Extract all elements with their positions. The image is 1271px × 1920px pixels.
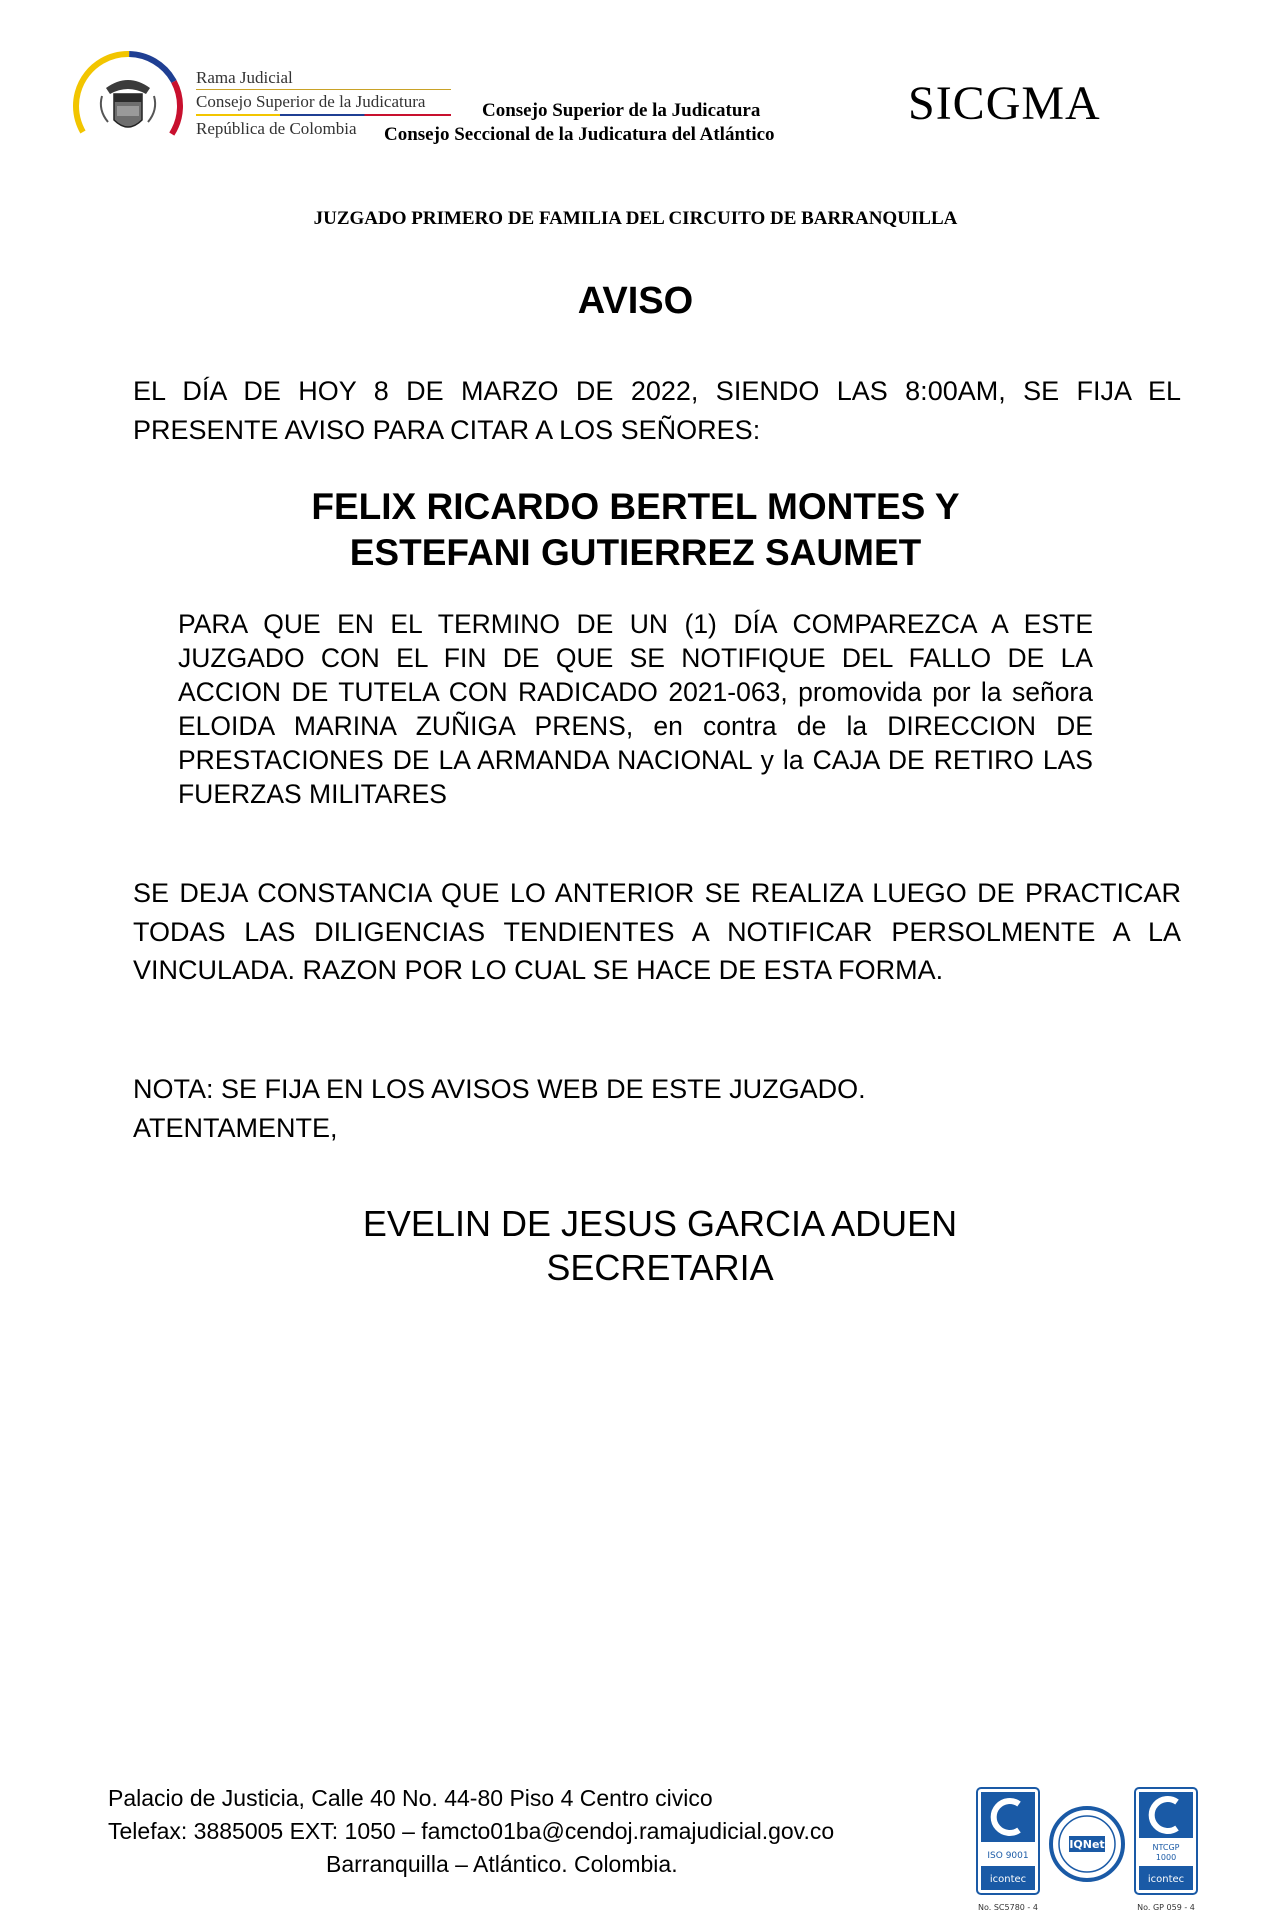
intro-paragraph: EL DÍA DE HOY 8 DE MARZO DE 2022, SIENDO LAS 8:00AM, SE FIJA EL PRESENTE AVISO PARA CITAR A LOS SEÑORES: <box>133 376 1181 445</box>
signer-name: EVELIN DE JESUS GARCIA ADUEN <box>362 1203 958 1244</box>
cited-names-line-2: ESTEFANI GUTIERREZ SAUMET <box>349 532 922 573</box>
certification-logos <box>975 1786 1207 1920</box>
main-text-1: PARA QUE EN EL TERMINO DE UN (1) DÍA COMPAREZCA A ESTE JUZGADO CON EL FIN DE QUE SE NOTIFIQUE DEL FALLO DE LA ACCION DE TUTELA CON RADICADO 2021-063 <box>178 609 1093 707</box>
atentamente-text: ATENTAMENTE, <box>133 1113 338 1143</box>
main-text-7: CAJA DE RETIRO LAS FUERZAS MILITARES <box>178 745 1093 809</box>
nota-block <box>133 1070 866 1148</box>
iqnet-logo <box>1051 1808 1123 1880</box>
rama-judicial-text: Rama Judicial <box>196 68 293 87</box>
cited-names-line-1: FELIX RICARDO BERTEL MONTES Y <box>311 486 960 527</box>
footer-address <box>108 1782 948 1881</box>
main-text-3: ELOIDA MARINA ZUÑIGA PRENS <box>178 711 626 741</box>
footer-line-3: Barranquilla – Atlántico. Colombia. <box>326 1851 678 1877</box>
signature-block <box>310 1202 1010 1290</box>
consejo-seccional-heading: Consejo Seccional de la Judicatura del Atlántico <box>384 124 775 145</box>
consejo-superior-small-text: Consejo Superior de la Judicatura <box>196 92 426 111</box>
footer-line-2: Telefax: 3885005 EXT: 1050 – famcto01ba@cendoj.ramajudicial.gov.co <box>108 1818 835 1844</box>
icontec-ntcgp-1000-logo <box>1135 1788 1197 1912</box>
svg-text:icontec: icontec <box>989 1874 1027 1885</box>
main-text-4: , en contra de la <box>625 711 888 741</box>
svg-text:No. GP 059 - 4: No. GP 059 - 4 <box>1137 1903 1195 1912</box>
svg-text:IQNet: IQNet <box>1069 1838 1105 1851</box>
sicgma-label: SICGMA <box>908 77 1101 130</box>
flag-divider <box>196 114 451 116</box>
icontec-iso-9001-logo <box>977 1788 1039 1912</box>
main-paragraph <box>178 607 1093 811</box>
document-title: AVISO <box>577 280 694 322</box>
consejo-superior-heading: Consejo Superior de la Judicatura <box>482 100 761 121</box>
republica-text: República de Colombia <box>196 119 357 138</box>
signer-role: SECRETARIA <box>546 1247 774 1288</box>
divider <box>196 89 451 90</box>
svg-text:NTCGP: NTCGP <box>1152 1843 1180 1852</box>
main-text-5: DIRECCION DE PRESTACIONES DE LA ARMANDA NACIONAL <box>178 711 1093 775</box>
colombia-coat-of-arms-icon <box>72 50 184 162</box>
svg-text:No. SC5780 - 4: No. SC5780 - 4 <box>978 1903 1038 1912</box>
juzgado-heading: JUZGADO PRIMERO DE FAMILIA DEL CIRCUITO DE BARRANQUILLA <box>313 208 958 229</box>
constancia-paragraph: SE DEJA CONSTANCIA QUE LO ANTERIOR SE REALIZA LUEGO DE PRACTICAR TODAS LAS DILIGENCIAS TENDIENTES A NOTIFICAR PERSOLMENTE A LA VINCULADA. RAZON POR LO CUAL SE HACE DE ESTA FORMA. <box>133 878 1181 985</box>
main-text-6: y la <box>751 745 813 775</box>
svg-text:ISO 9001: ISO 9001 <box>987 1851 1029 1861</box>
nota-text: NOTA: SE FIJA EN LOS AVISOS WEB DE ESTE JUZGADO. <box>133 1074 866 1104</box>
svg-text:1000: 1000 <box>1155 1853 1177 1862</box>
main-text-2: , promovida por la señora <box>780 677 1093 707</box>
footer-line-1: Palacio de Justicia, Calle 40 No. 44-80 Piso 4 Centro civico <box>108 1785 713 1811</box>
cited-names <box>0 484 1271 576</box>
svg-text:icontec: icontec <box>1147 1874 1185 1885</box>
